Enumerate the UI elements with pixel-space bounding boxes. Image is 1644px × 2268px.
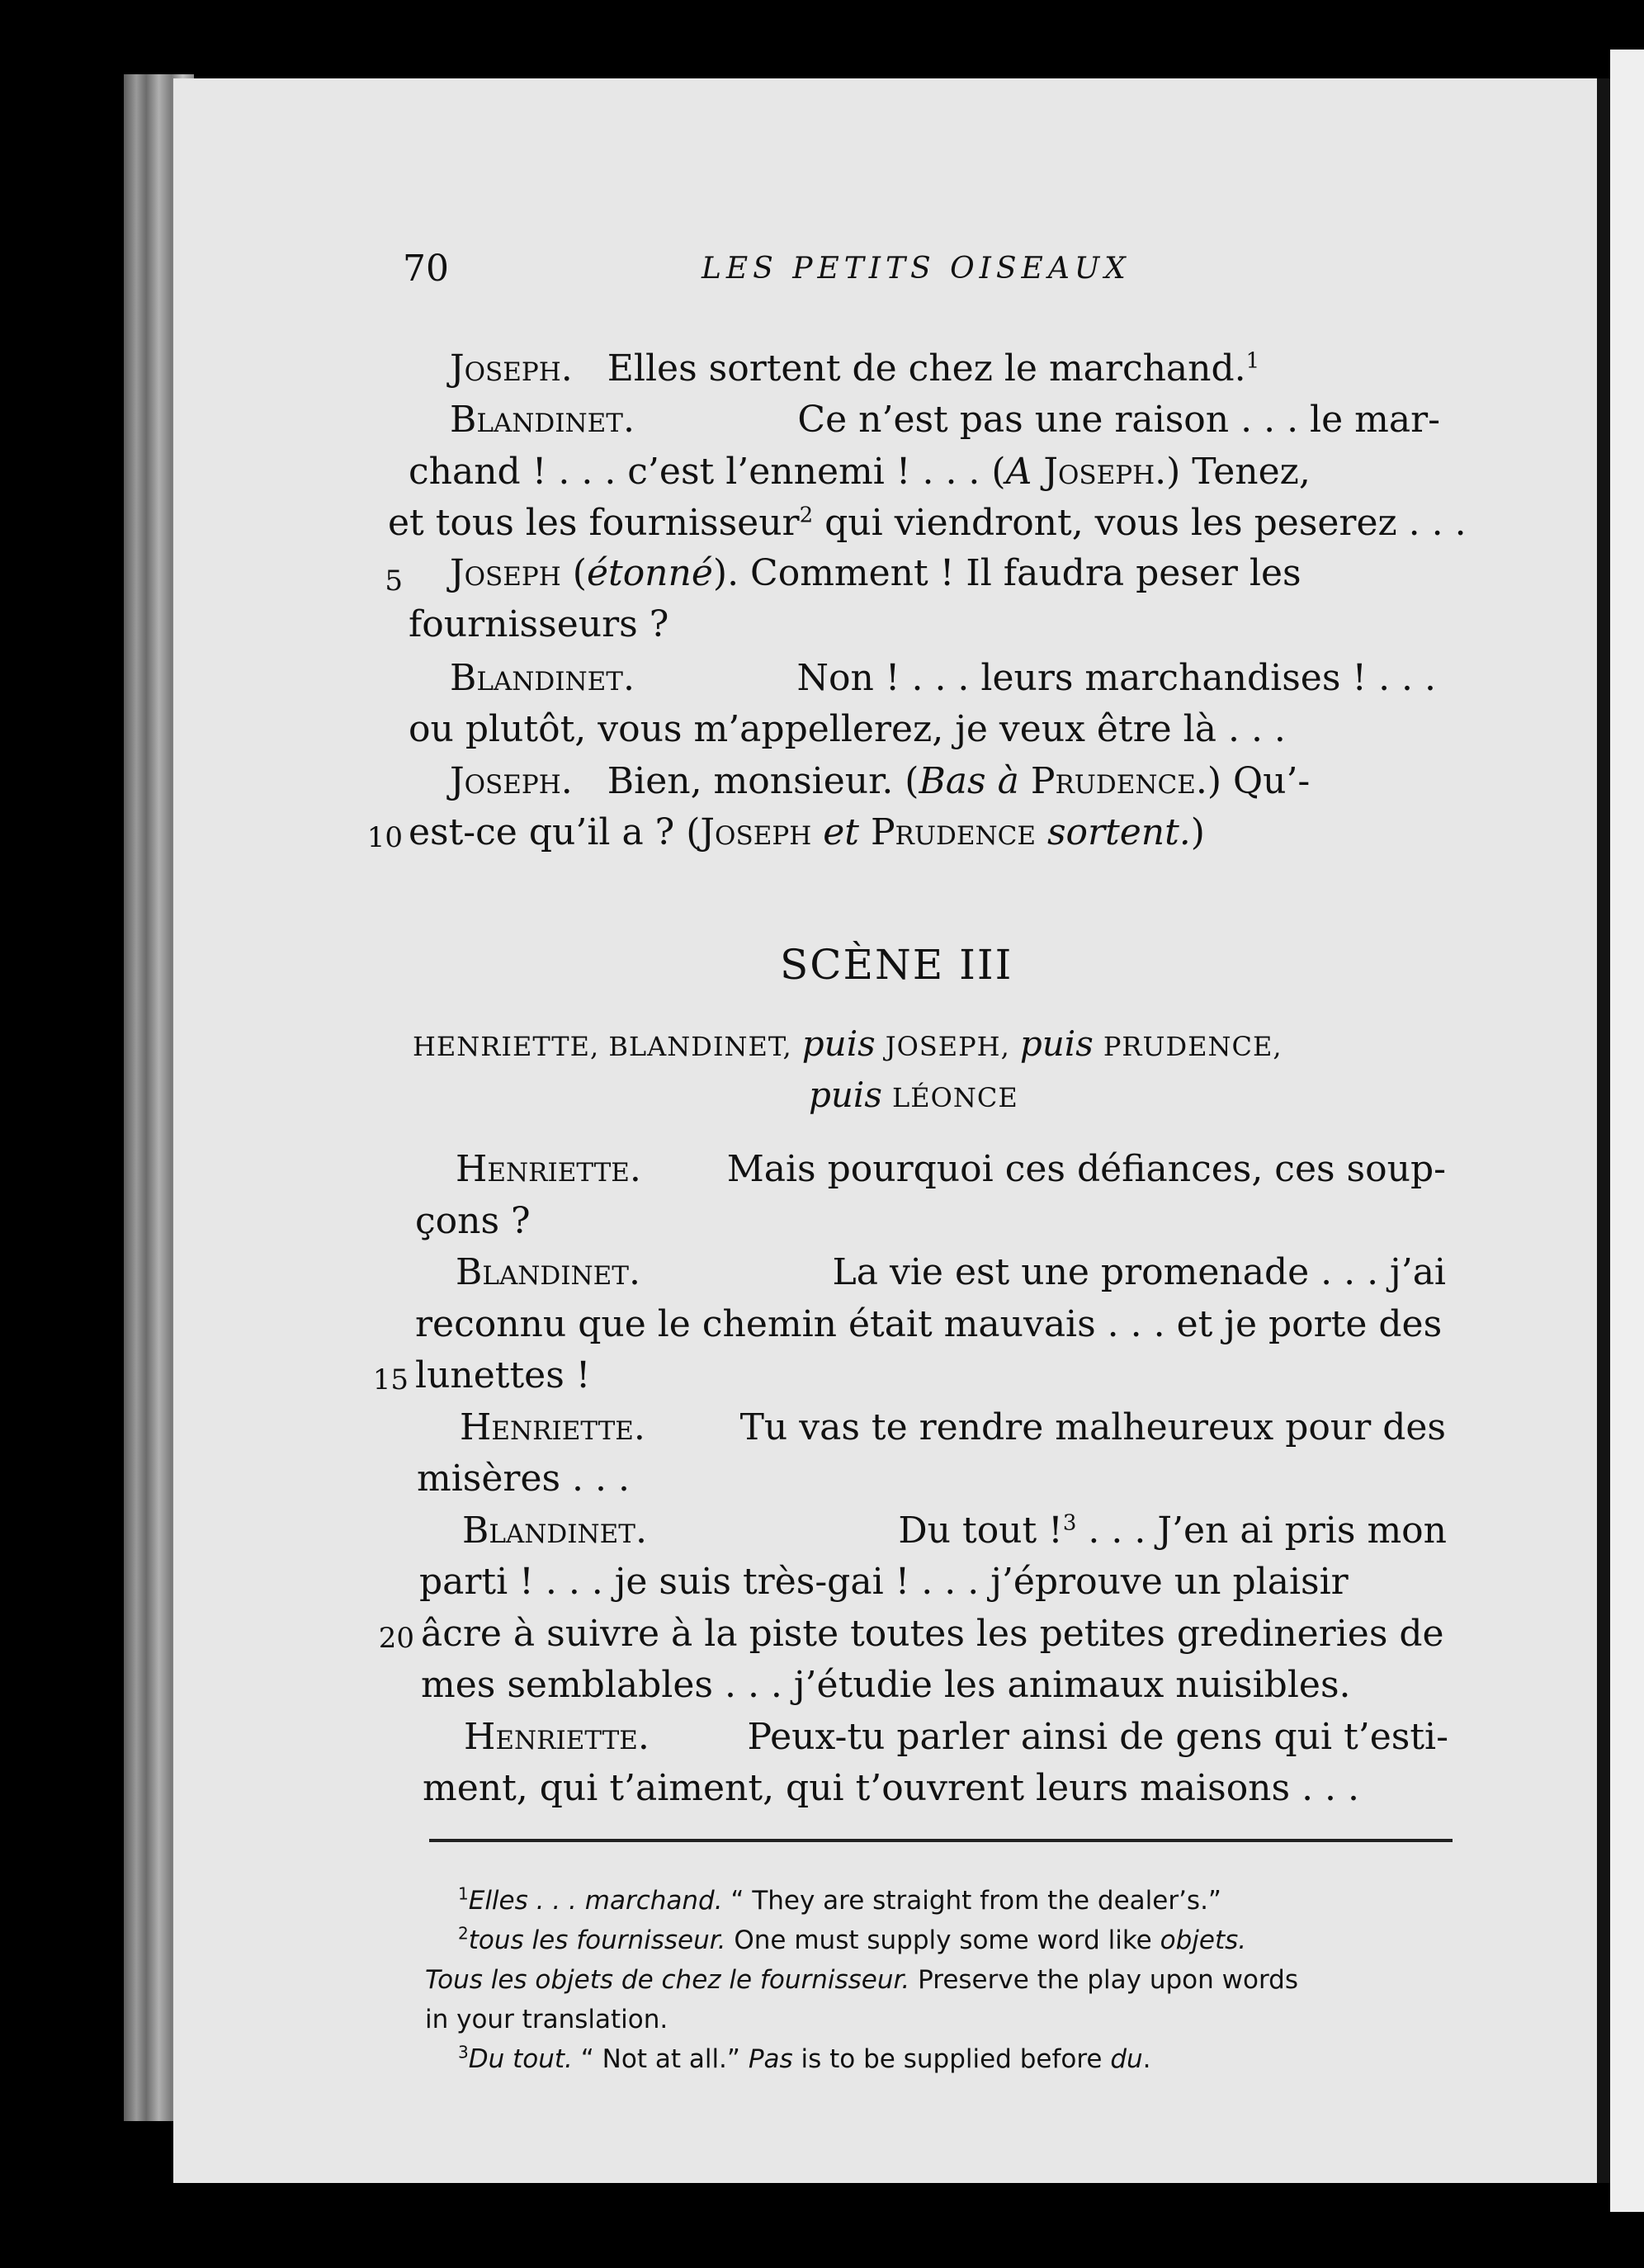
line-text: Mais pourquoi ces défiances, ces soup- xyxy=(726,1148,1446,1190)
line-text: ou plutôt, vous m’appellerez, je veux être là . . . xyxy=(409,708,1286,750)
footnote-text: is to be supplied before xyxy=(792,2044,1111,2074)
line-text: Tu vas te rendre malheureux pour des xyxy=(739,1406,1446,1448)
text-line xyxy=(450,552,1302,594)
line-number: 20 xyxy=(378,1622,414,1655)
stage-direction: A xyxy=(1005,451,1032,493)
footnote xyxy=(458,1925,1246,1955)
footnote-text: . xyxy=(1142,2044,1151,2074)
speaker-name: Prudence. xyxy=(1030,760,1207,802)
line-text: chand ! . . . c’est l’ennemi ! . . . ( xyxy=(409,451,1006,493)
footnote xyxy=(425,1965,1298,1995)
footnote-lemma: du xyxy=(1110,2044,1143,2074)
footnote xyxy=(458,1883,1221,1916)
line-text: Non ! . . . leurs marchandises ! . . . xyxy=(796,657,1436,699)
line-text: ( xyxy=(560,552,587,594)
speaker-name: Henriette. xyxy=(456,1148,641,1190)
footnote-number: 3 xyxy=(458,2042,469,2062)
line-text: . . . J’en ai pris mon xyxy=(1076,1510,1447,1552)
footnote-number: 1 xyxy=(458,1883,469,1904)
footnote-text: Preserve the play upon words xyxy=(909,1965,1298,1995)
text-line xyxy=(421,1613,1444,1655)
text-line xyxy=(460,1406,1446,1448)
line-text: lunettes ! xyxy=(415,1354,591,1396)
page-paper xyxy=(173,78,1597,2183)
speaker-name: Joseph xyxy=(700,811,812,853)
stage-direction: Bas à xyxy=(919,760,1019,802)
text-line xyxy=(419,1561,1349,1603)
line-text: La vie est une promenade . . . j’ai xyxy=(832,1251,1446,1293)
page-number: 70 xyxy=(403,248,449,290)
footnote-ref: 3 xyxy=(1062,1510,1077,1536)
line-text: Elles sortent de chez le marchand. xyxy=(607,347,1246,390)
text-line xyxy=(388,502,1467,544)
cast-names: HENRIETTE, BLANDINET, xyxy=(413,1031,792,1062)
footnote-lemma: Elles . . . marchand. xyxy=(468,1886,723,1916)
footnote-lemma: tous les fournisseur. xyxy=(468,1925,726,1955)
text-line xyxy=(409,451,1311,493)
binding-shadow xyxy=(1597,78,1610,2183)
footnote-rule xyxy=(429,1839,1453,1842)
text-line xyxy=(423,1767,1360,1809)
speaker-name: Henriette. xyxy=(464,1716,650,1758)
line-text: Bien, monsieur. ( xyxy=(607,760,919,802)
footnote xyxy=(458,2044,1151,2074)
text-line xyxy=(415,1200,531,1242)
speaker-name: Joseph. xyxy=(450,347,573,390)
speaker-name: Blandinet. xyxy=(462,1510,647,1552)
text-line xyxy=(450,657,1436,699)
cast-connector: puis xyxy=(1019,1023,1094,1064)
speaker-name: Blandinet. xyxy=(456,1251,640,1293)
line-text: ) xyxy=(1190,811,1205,853)
text-line xyxy=(456,1148,1446,1190)
line-text: âcre à suivre à la piste toutes les petites gredineries de xyxy=(421,1613,1444,1655)
line-number: 5 xyxy=(385,565,403,598)
text-line xyxy=(417,1458,630,1500)
cast-list xyxy=(413,1023,1282,1064)
line-text: misères . . . xyxy=(417,1458,630,1500)
line-number: 10 xyxy=(366,821,403,854)
cast-names: JOSEPH, xyxy=(885,1031,1010,1062)
footnote xyxy=(425,2005,668,2034)
text-line xyxy=(415,1354,591,1396)
line-text: Peux-tu parler ainsi de gens qui t’esti- xyxy=(747,1716,1448,1758)
text-line xyxy=(409,811,1205,853)
line-text: Ce n’est pas une raison . . . le mar- xyxy=(797,399,1440,441)
cast-names: PRUDENCE, xyxy=(1103,1031,1283,1062)
footnote-text: “ They are straight from the dealer’s.” xyxy=(722,1886,1221,1916)
line-text: parti ! . . . je suis très-gai ! . . . j’éprouve un plaisir xyxy=(419,1561,1349,1603)
footnote-ref: 2 xyxy=(799,503,814,528)
text-line xyxy=(450,399,1440,441)
line-text: et tous les fournisseur xyxy=(388,502,800,544)
footnote-text: One must supply some word like xyxy=(725,1925,1160,1955)
text-line xyxy=(415,1303,1443,1345)
line-text: ) Qu’- xyxy=(1207,760,1311,802)
text-line xyxy=(464,1716,1448,1758)
running-title: LES PETITS OISEAUX xyxy=(702,252,1131,286)
footnote-ref: 1 xyxy=(1245,348,1260,374)
speaker-name: Joseph. xyxy=(1043,451,1167,493)
cast-names: LÉONCE xyxy=(892,1082,1018,1113)
text-line xyxy=(450,760,1311,802)
text-line xyxy=(462,1510,1447,1552)
text-line xyxy=(456,1251,1446,1293)
cast-connector: puis xyxy=(801,1023,876,1064)
line-text: mes semblables . . . j’étudie les animaux nuisibles. xyxy=(421,1664,1351,1706)
stage-direction: étonné xyxy=(586,552,713,594)
speaker-name: Prudence xyxy=(870,811,1036,853)
line-text: ). Comment ! Il faudra peser les xyxy=(712,552,1302,594)
line-text: fournisseurs ? xyxy=(409,603,669,645)
speaker-name: Joseph xyxy=(450,552,561,594)
line-number: 15 xyxy=(372,1363,409,1396)
footnote-lemma: objets. xyxy=(1160,1925,1247,1955)
footnote-lemma: Du tout. xyxy=(468,2044,573,2074)
footnote-lemma: Tous les objets de chez le fournisseur. xyxy=(425,1965,910,1995)
cast-list xyxy=(809,1075,1018,1115)
stage-direction: sortent. xyxy=(1035,811,1191,853)
text-line xyxy=(409,708,1286,750)
footnote-text: “ Not at all.” xyxy=(572,2044,749,2074)
footnote-lemma: Pas xyxy=(748,2044,793,2074)
scene-title: SCÈNE III xyxy=(780,941,1013,989)
footnote-text: in your translation. xyxy=(425,2005,668,2034)
speaker-name: Henriette. xyxy=(460,1406,645,1448)
cast-connector: puis xyxy=(809,1075,882,1115)
line-text: Du tout ! xyxy=(898,1510,1063,1552)
facing-page-edge xyxy=(1610,50,1644,2212)
stage-direction: et xyxy=(811,811,871,853)
footnote-number: 2 xyxy=(458,1923,469,1944)
speaker-name: Blandinet. xyxy=(450,399,635,441)
text-line xyxy=(450,347,1260,390)
line-text: ment, qui t’aiment, qui t’ouvrent leurs maisons . . . xyxy=(423,1767,1360,1809)
line-text: reconnu que le chemin était mauvais . . . et je porte des xyxy=(415,1303,1443,1345)
line-text: qui viendront, vous les peserez . . . xyxy=(813,502,1467,544)
speaker-name: Blandinet. xyxy=(450,657,635,699)
text-line xyxy=(409,603,669,645)
line-text: est-ce qu’il a ? ( xyxy=(409,811,701,853)
speaker-name: Joseph. xyxy=(450,760,573,802)
text-line xyxy=(421,1664,1351,1706)
line-text: ) Tenez, xyxy=(1166,451,1311,493)
line-text: çons ? xyxy=(415,1200,531,1242)
